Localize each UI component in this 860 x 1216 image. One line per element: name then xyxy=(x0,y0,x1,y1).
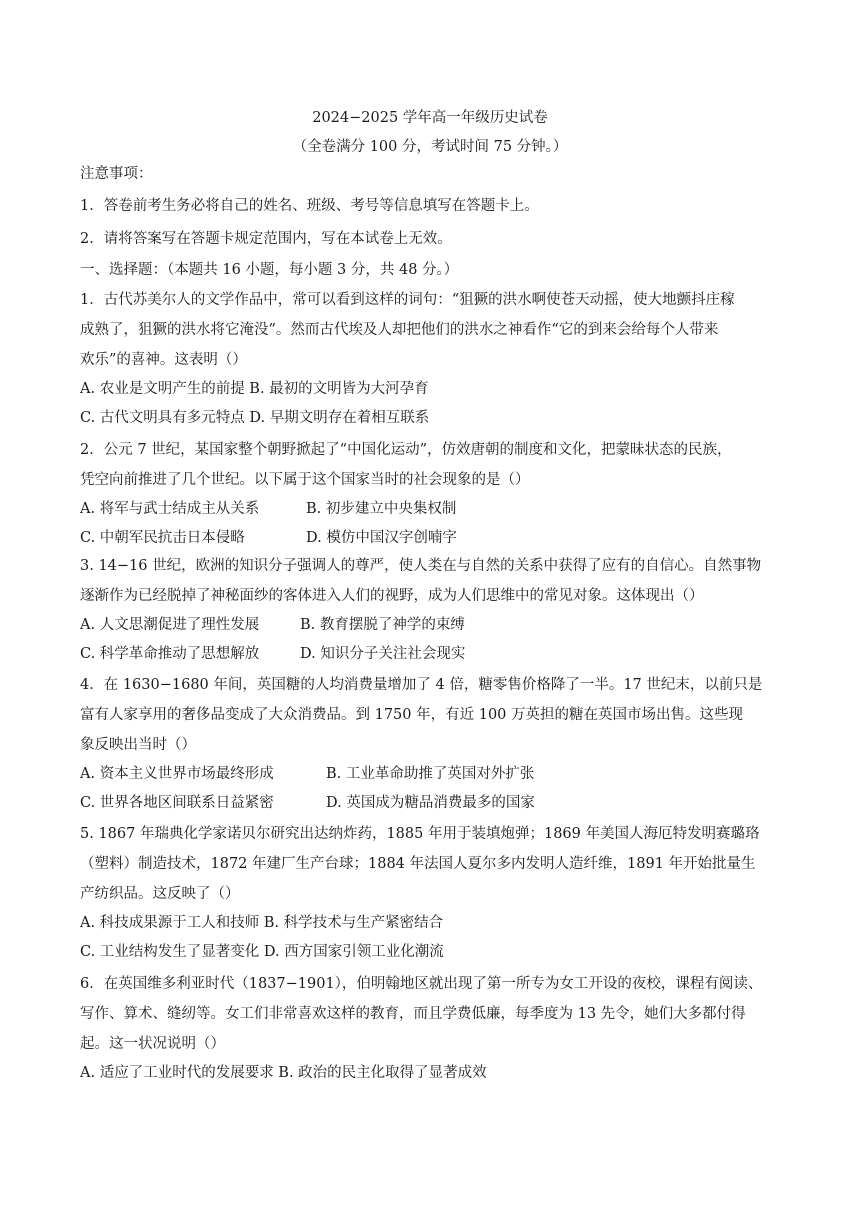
question-text-line: 写作、算术、缝纫等。女工们非常喜欢这样的教育，而且学费低廉，每季度为 13 先令，她们大多都付得 xyxy=(80,1006,746,1022)
question-4 xyxy=(80,670,780,818)
options-ab xyxy=(80,611,780,640)
notice-heading: 注意事项： xyxy=(80,166,153,182)
options-cd: C. 工业结构发生了显著变化 D. 西方国家引领工业化潮流 xyxy=(80,944,444,960)
question-text-line: 成熟了，狙獗的洪水将它淹没”。然而古代埃及人却把他们的洪水之神看作“它的到来会给每个人带来 xyxy=(80,322,719,338)
exam-title: 2024−2025 学年高一年级历史试卷 xyxy=(312,110,548,126)
question-text-line: 逐渐作为已经脱掉了神秘面纱的客体进入人们的视野，成为人们思维中的常见对象。这体现出（） xyxy=(80,588,704,604)
option-a: A. 将军与武士结成主从关系 xyxy=(80,501,260,517)
option-d: D. 模仿中国汉字创喃字 xyxy=(306,530,457,546)
option-d: D. 知识分子关注社会现实 xyxy=(300,646,466,662)
question-5 xyxy=(80,819,780,967)
question-text-line: （塑料）制造技术，1872 年建厂生产台球；1884 年法国人夏尔多内发明人造纤维，1891 年开始批量生 xyxy=(80,856,756,872)
options-cd: C. 古代文明具有多元特点 D. 早期文明存在着相互联系 xyxy=(80,410,430,426)
options-ab xyxy=(80,495,780,524)
option-c: C. 科学革命推动了思想解放 xyxy=(80,646,260,662)
question-text-line: 富有人家享用的奢侈品变成了大众消费品。到 1750 年，有近 100 万英担的糖在英国市场出售。这些现 xyxy=(80,707,744,723)
question-text-line: 1．古代苏美尔人的文学作品中，常可以看到这样的词句：“狙獗的洪水啊使苍天动摇，使大地颤抖庄稼 xyxy=(80,292,735,308)
option-a: A. 人文思潮促进了理性发展 xyxy=(80,617,260,633)
option-d: D. 英国成为糖品消费最多的国家 xyxy=(326,795,535,811)
options-cd xyxy=(80,640,780,669)
question-text-line: 5. 1867 年瑞典化学家诺贝尔研究出达纳炸药，1885 年用于装填炮弹；1869 年美国人海厄特发明赛璐珞 xyxy=(80,826,760,842)
notice-item-1: 1．答卷前考生务必将自己的姓名、班级、考号等信息填写在答题卡上。 xyxy=(80,198,539,214)
question-text-line: 6．在英国维多利亚时代（1837−1901），伯明翰地区就出现了第一所专为女工开设的夜校，课程有阅读、 xyxy=(80,976,763,992)
notice-item-2: 2．请将答案写在答题卡规定范围内，写在本试卷上无效。 xyxy=(80,231,452,247)
option-b: B. 工业革命助推了英国对外扩张 xyxy=(326,766,535,782)
question-text-line: 象反映出当时（） xyxy=(80,737,196,753)
option-c: C. 世界各地区间联系日益紧密 xyxy=(80,795,274,811)
options-ab: A. 科技成果源于工人和技师 B. 科学技术与生产紧密结合 xyxy=(80,915,444,931)
option-b: B. 教育摆脱了神学的束缚 xyxy=(300,617,465,633)
option-c: C. 中朝军民抗击日本侵略 xyxy=(80,530,245,546)
question-text-line: 起。这一状况说明（） xyxy=(80,1036,225,1052)
options-cd xyxy=(80,524,780,553)
question-6 xyxy=(80,969,780,1088)
question-2 xyxy=(80,435,780,553)
question-text-line: 欢乐”的喜神。这表明（） xyxy=(80,352,247,368)
question-3 xyxy=(80,551,780,669)
option-a: A. 资本主义世界市场最终形成 xyxy=(80,766,274,782)
question-text-line: 凭空向前推进了几个世纪。以下属于这个国家当时的社会现象的是（） xyxy=(80,472,530,488)
options-ab: A. 适应了工业时代的发展要求 B. 政治的民主化取得了显著成效 xyxy=(80,1065,487,1081)
question-text-line: 3. 14−16 世纪，欧洲的知识分子强调人的尊严，使人类在与自然的关系中获得了应有的自信心。自然事物 xyxy=(80,558,762,574)
option-b: B. 初步建立中央集权制 xyxy=(306,501,457,517)
options-ab: A. 农业是文明产生的前提 B. 最初的文明皆为大河孕育 xyxy=(80,381,429,397)
question-text-line: 2．公元 7 世纪，某国家整个朝野掀起了“中国化运动”，仿效唐朝的制度和文化，把蒙昧状态的民族， xyxy=(80,442,732,458)
options-ab xyxy=(80,760,780,789)
options-cd xyxy=(80,789,780,818)
exam-subtitle: （全卷满分 100 分，考试时间 75 分钟。） xyxy=(292,139,568,155)
section-heading: 一、选择题：（本题共 16 小题，每小题 3 分，共 48 分。） xyxy=(80,262,459,278)
question-text-line: 4．在 1630−1680 年间，英国糖的人均消费量增加了 4 倍，糖零售价格降了一半。17 世纪末，以前只是 xyxy=(80,677,763,693)
question-1 xyxy=(80,285,780,433)
question-text-line: 产纺织品。这反映了（） xyxy=(80,886,240,902)
notice-section xyxy=(80,160,780,285)
